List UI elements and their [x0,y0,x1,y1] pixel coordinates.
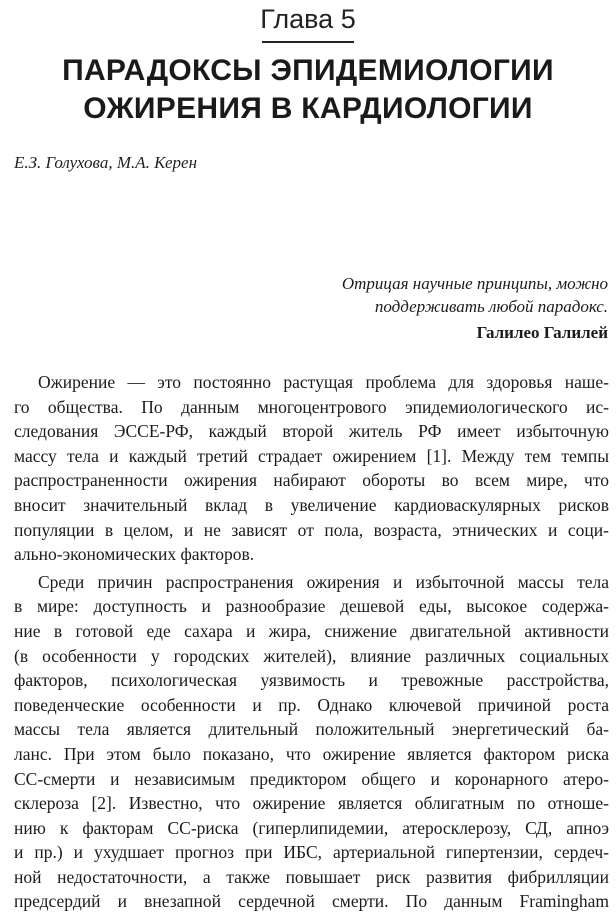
chapter-title-line: ОЖИРЕНИЯ В КАРДИОЛОГИИ [83,92,533,125]
paragraph [14,570,609,914]
text-line: СС-смерти и независимым предиктором общего и коронарного атеро- [14,768,609,789]
text-line: ние в готовой еде сахара и жира, снижение двигательной активности [14,620,609,641]
chapter-underline [262,41,354,43]
text-line: Ожирение — это постоянно растущая проблема для здоровья наше- [38,372,609,392]
chapter-title-line: ПАРАДОКСЫ ЭПИДЕМИОЛОГИИ [62,54,554,87]
text-line: массы тела является длительный положительный энергетический ба- [14,719,609,740]
epigraph [208,272,608,344]
epigraph-quote-line: поддерживать любой парадокс. [374,297,608,316]
text-line: факторов, психологическая уязвимость и тревожные расстройства, [14,670,609,691]
text-line: Среди причин распространения ожирения и избыточной массы тела [38,571,609,592]
text-line: следования ЭССЕ-РФ, каждый второй житель РФ имеет избыточную [14,421,609,442]
text-line: предсердий и внезапной сердечной смерти. По данным Framingham [14,891,609,912]
text-line: нию к факторам СС-риска (гиперлипидемии, атеросклерозу, СД, апноэ [14,817,609,838]
paragraph [14,370,609,567]
text-line: вносит значительный вклад в увеличение кардиоваскулярных рисков [14,494,609,515]
text-line: поведенческие особенности и пр. Однако ключевой причиной роста [14,694,609,715]
epigraph-attribution: Галилео Галилей [476,323,608,342]
text-line: ной недостаточности, а также повышает риск развития фибрилляции [14,866,609,887]
text-line: (в особенности у городских жителей), влияние различных социальных [14,645,609,666]
text-line: в мире: доступность и разнообразие дешевой еды, высокое содержа- [14,596,609,617]
chapter-label: Глава 5 [260,4,356,34]
text-line: склероза [2]. Известно, что ожирение является облигатным по отноше- [14,793,609,814]
text-line: ланс. При этом было показано, что ожирение является фактором риска [14,743,609,764]
body-text [14,370,609,914]
text-line: массу тела и каждый третий страдает ожирением [1]. Между тем темпы [14,445,609,466]
text-line: распространенности ожирения набирают обороты во всем мире, что [14,470,609,491]
authors: Е.З. Голухова, М.А. Керен [14,153,197,172]
text-line: популяции в целом, и не зависят от пола, возраста, этнических и соци- [14,519,609,540]
text-line: го общества. По данным многоцентрового эпидемиологического ис- [14,396,609,417]
text-line: и пр.) и ухудшает прогноз при ИБС, артериальной гипертензии, сердеч- [14,842,609,863]
epigraph-quote-line: Отрицая научные принципы, можно [341,274,608,293]
chapter-title [0,52,616,128]
text-line: ально-экономических факторов. [14,544,255,565]
